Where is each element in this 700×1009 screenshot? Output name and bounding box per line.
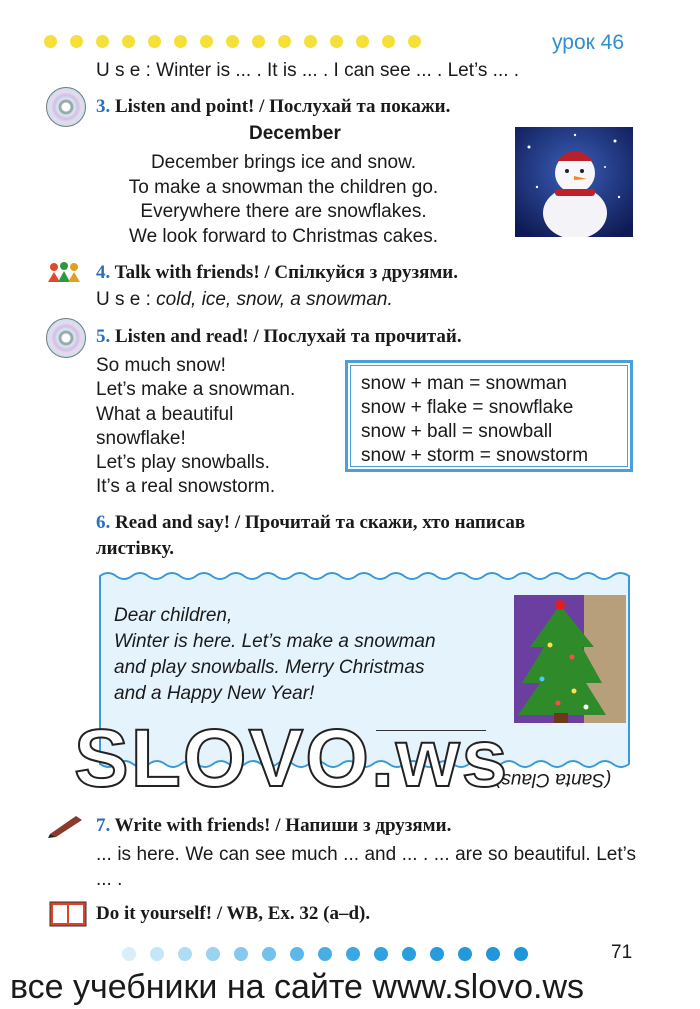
postcard-greeting: Dear children, [114,605,233,626]
christmas-tree-picture [514,595,626,723]
task-4-heading: 4. Talk with friends! / Спілкуйся з друзями. [96,262,458,283]
task-6-heading: 6. Read and say! / Прочитай та скажи, хто написав [96,512,526,533]
poem [96,151,471,249]
lesson-label: урок 46 [552,31,625,54]
task-6-heading-cont: листівку. [96,538,174,559]
bottom-dot-strip [122,947,528,961]
task-7-text: ... is here. We can see much ... and ... . ... are so beautiful. Let’s ... . [96,844,636,890]
page-number: 71 [611,942,633,963]
friends-icon [46,262,82,284]
postcard-text [114,603,436,707]
read-line: Let’s make a snowman. [96,379,296,401]
snowman-picture [515,127,633,237]
poem-line: To make a snowman the children go. [128,176,439,198]
formula-line: snow + storm = snowstorm [361,445,589,466]
postcard-signature: (Santa Claus) [495,769,612,790]
pen-icon [46,812,86,838]
postcard-line: Winter is here. Let’s make a snowman [114,631,436,652]
use-line: U s e : Winter is ... . It is ... . I can see ... . Let’s ... . [96,60,520,81]
read-line: It’s a real snowstorm. [96,476,276,498]
top-dot-strip [44,35,421,48]
poem-line: December brings ice and snow. [150,152,417,173]
task-5-heading: 5. Listen and read! / Послухай та прочитай. [96,326,462,347]
task-7-heading: 7. Write with friends! / Напиши з друзями. [96,815,452,836]
formula-line: snow + flake = snowflake [361,397,574,418]
watermark: SLOVO.ws [74,713,510,804]
read-line: So much snow! [96,355,226,376]
read-text [96,354,295,500]
task-3-heading: 3. Listen and point! / Послухай та покажи. [96,96,451,117]
read-line: snowflake! [96,427,186,449]
formula-line: snow + man = snowman [361,373,567,394]
audio-cd-icon [46,87,86,127]
word-formula-box [345,360,633,472]
workbook-icon [48,898,88,928]
read-line: What a beautiful [96,403,234,425]
poem-title: December [249,123,341,144]
footer-banner: все учебники на сайте www.slovo.ws [10,968,585,1006]
postcard-line: and a Happy New Year! [114,683,315,704]
poem-line: Everywhere there are snowflakes. [140,201,427,222]
formula-line: snow + ball = snowball [361,421,553,442]
poem-line: We look forward to Christmas cakes. [128,225,439,247]
audio-cd-icon [46,318,86,358]
postcard-line: and play snowballs. Merry Christmas [114,657,425,678]
read-line: Let’s play snowballs. [96,452,270,474]
do-it-yourself: Do it yourself! / WB, Ex. 32 (a–d). [96,903,371,924]
task-4-use: U s e : cold, ice, snow, a snowman. [96,289,393,310]
